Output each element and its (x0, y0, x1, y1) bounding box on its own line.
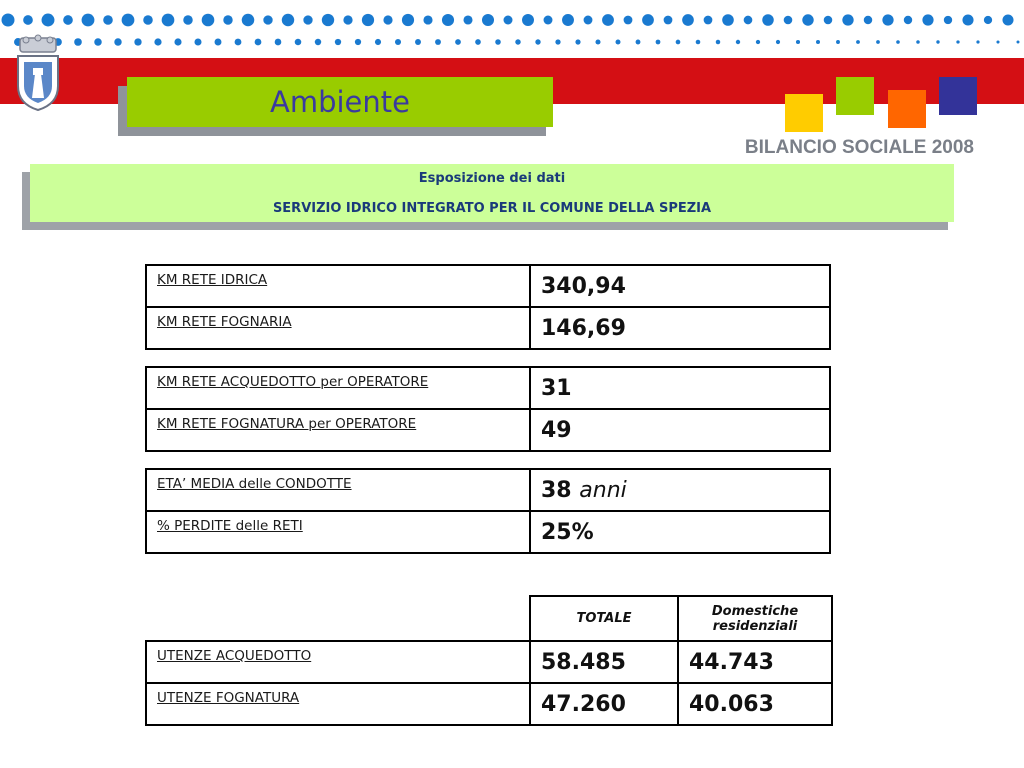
yellow-square (785, 94, 823, 132)
header-dot (522, 14, 534, 26)
header-dot (595, 39, 600, 44)
header-dot (876, 40, 880, 44)
header-dot (535, 39, 540, 44)
header-dot (435, 39, 441, 45)
header-dot (584, 16, 593, 25)
header-dot (544, 16, 553, 25)
header-dot (784, 16, 793, 25)
row-value-totale: 47.260 (530, 683, 678, 725)
header-dot (944, 16, 952, 24)
row-label: % PERDITE delle RETI (146, 511, 530, 553)
header-dot (555, 39, 560, 44)
green-square (836, 77, 874, 115)
row-value: 31 (530, 367, 830, 409)
header-dot (976, 40, 979, 43)
header-dot (275, 39, 282, 46)
header-dot (722, 14, 734, 26)
orange-square (888, 90, 926, 128)
header-dot (143, 15, 153, 25)
header-dot (94, 38, 102, 46)
header-dot (442, 14, 454, 26)
per-operator-table (145, 366, 831, 452)
header-dot (423, 15, 432, 24)
header-dot (744, 16, 753, 25)
row-value-domestiche: 44.743 (678, 641, 832, 683)
table-row (146, 409, 830, 451)
header-dot (375, 39, 381, 45)
empty-header-cell (146, 596, 530, 641)
header-dot (103, 15, 113, 25)
header-dot (904, 16, 912, 24)
header-dot (762, 14, 774, 26)
header-dot (395, 39, 401, 45)
table-row (146, 641, 832, 683)
header-dot (242, 14, 255, 27)
header-dot (984, 16, 992, 24)
header-dot (415, 39, 421, 45)
row-value: 49 (530, 409, 830, 451)
header-dot (642, 14, 654, 26)
table-row (146, 511, 830, 553)
row-value: 340,94 (530, 265, 830, 307)
header-dot (134, 38, 141, 45)
header-dot (315, 39, 321, 45)
navy-square (939, 77, 977, 115)
header-dot (74, 38, 82, 46)
header-dot (962, 14, 973, 25)
header-dot (355, 39, 361, 45)
header-dot (802, 14, 813, 25)
header-dot (255, 39, 262, 46)
header-dot (63, 15, 73, 25)
row-label: KM RETE FOGNATURA per OPERATORE (146, 409, 530, 451)
row-value-totale: 58.485 (530, 641, 678, 683)
column-header-domestiche: Domestiche residenziali (678, 596, 832, 641)
header-dot (1002, 14, 1013, 25)
header-dot (842, 14, 853, 25)
row-value: 146,69 (530, 307, 830, 349)
row-label: KM RETE ACQUEDOTTO per OPERATORE (146, 367, 530, 409)
row-label: KM RETE IDRICA (146, 265, 530, 307)
header-dot (463, 15, 472, 24)
header-dot (322, 14, 334, 26)
header-dot (856, 40, 860, 44)
header-dot (716, 40, 721, 45)
header-dot (616, 40, 621, 45)
header-dot (796, 40, 800, 44)
table-row (146, 683, 832, 725)
header-dot (23, 15, 33, 25)
header-dot (174, 38, 181, 45)
dotted-header-pattern (0, 0, 1024, 50)
section-title-box (127, 77, 553, 127)
header-dot (362, 14, 374, 26)
row-value-cell (530, 469, 830, 511)
header-dot (816, 40, 820, 44)
header-dot (162, 14, 175, 27)
header-dot (303, 15, 312, 24)
banner-title: SERVIZIO IDRICO INTEGRATO PER IL COMUNE DELLA SPEZIA (272, 201, 712, 216)
users-table (145, 595, 833, 726)
header-dot (482, 14, 494, 26)
header-dot (776, 40, 780, 44)
header-dot (194, 38, 201, 45)
table-row (146, 367, 830, 409)
header-dot (2, 14, 15, 27)
header-dot (996, 40, 999, 43)
header-dot (636, 40, 641, 45)
header-dot (202, 14, 215, 27)
header-dot (263, 15, 272, 24)
header-dot (896, 40, 900, 44)
table-row (146, 307, 830, 349)
network-length-table (145, 264, 831, 350)
header-dot (756, 40, 760, 44)
header-dot (682, 14, 694, 26)
row-label: UTENZE ACQUEDOTTO (146, 641, 530, 683)
row-value: 25% (530, 511, 830, 553)
header-dot (864, 16, 872, 24)
header-dot (882, 14, 893, 25)
header-dot (223, 15, 232, 24)
table-header-row (146, 596, 832, 641)
header-dot (956, 40, 959, 43)
header-dot (1016, 40, 1019, 43)
header-dot (383, 15, 392, 24)
header-dot (704, 16, 713, 25)
row-label: KM RETE FOGNARIA (146, 307, 530, 349)
header-dot (475, 39, 481, 45)
header-dot (736, 40, 740, 44)
table-row (146, 265, 830, 307)
header-dot (402, 14, 414, 26)
network-condition-table (145, 468, 831, 554)
header-dot (824, 16, 833, 25)
header-dot (215, 39, 222, 46)
header-dot (676, 40, 681, 45)
row-unit: anni (579, 477, 627, 503)
coat-of-arms-logo (12, 34, 64, 114)
section-title: Ambiente (270, 85, 410, 119)
table-row (146, 469, 830, 511)
header-dot (624, 16, 633, 25)
header-dot (922, 14, 933, 25)
header-dot (235, 39, 242, 46)
data-exposure-banner (30, 164, 954, 222)
header-dot (335, 39, 341, 45)
header-dot (936, 40, 939, 43)
header-dot (515, 39, 520, 44)
header-dot (916, 40, 920, 44)
header-dot (664, 16, 673, 25)
row-value-domestiche: 40.063 (678, 683, 832, 725)
header-dot (42, 14, 55, 27)
header-dot (154, 38, 161, 45)
header-dot (504, 16, 513, 25)
column-header-totale: TOTALE (530, 596, 678, 641)
header-dot (122, 14, 135, 27)
header-dot (562, 14, 574, 26)
header-dot (82, 14, 95, 27)
banner-subtitle: Esposizione dei dati (418, 171, 566, 186)
row-value: 38 (541, 477, 572, 503)
header-dot (696, 40, 701, 45)
header-dot (114, 38, 121, 45)
header-dot (183, 15, 192, 24)
header-dot (836, 40, 840, 44)
header-dot (295, 39, 302, 46)
header-dot (282, 14, 294, 26)
row-label: ETA’ MEDIA delle CONDOTTE (146, 469, 530, 511)
header-dot (575, 39, 580, 44)
header-dot (343, 15, 352, 24)
row-label: UTENZE FOGNATURA (146, 683, 530, 725)
header-dot (495, 39, 501, 45)
bilancio-sociale-brand: BILANCIO SOCIALE 2008 (744, 137, 974, 158)
header-dot (656, 40, 661, 45)
header-dot (455, 39, 461, 45)
header-dot (602, 14, 614, 26)
